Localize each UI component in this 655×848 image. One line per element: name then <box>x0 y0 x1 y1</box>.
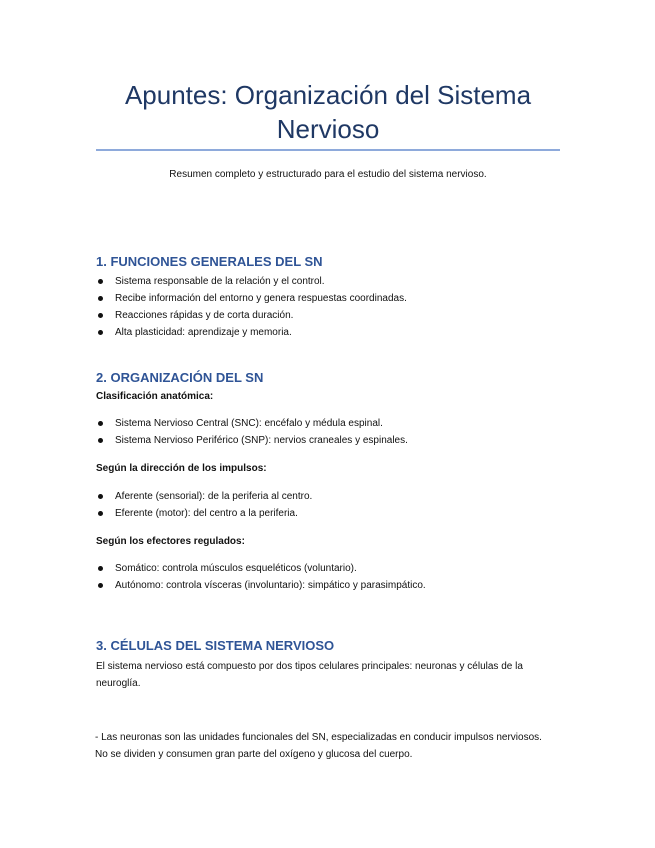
bullet-icon <box>98 279 103 284</box>
bullet-icon <box>98 566 103 571</box>
subheading-direccion-impulsos: Según la dirección de los impulsos: <box>96 463 267 474</box>
anatomical-bullet-list <box>96 415 408 449</box>
subheading-clasificacion-anatomica: Clasificación anatómica: <box>96 391 214 402</box>
impulse-direction-bullet-list <box>96 488 312 522</box>
page-subtitle: Resumen completo y estructurado para el estudio del sistema nervioso. <box>169 169 487 180</box>
list-item: Recibe información del entorno y genera respuestas coordinadas. <box>96 290 407 307</box>
list-item: Alta plasticidad: aprendizaje y memoria. <box>96 324 407 341</box>
paragraph-neurons: - Las neuronas son las unidades funcionales del SN, especializadas en conducir impulsos nerviosos. No se dividen y consumen gran parte del oxígeno y glucosa del cuerpo. <box>95 732 542 760</box>
list-item: Sistema Nervioso Central (SNC): encéfalo y médula espinal. <box>96 415 408 432</box>
bullet-icon <box>98 330 103 335</box>
bullet-icon <box>98 421 103 426</box>
section-heading-celulas: 3. CÉLULAS DEL SISTEMA NERVIOSO <box>96 638 335 653</box>
effectors-bullet-list <box>96 560 426 594</box>
list-item: Reacciones rápidas y de corta duración. <box>96 307 407 324</box>
bullet-icon <box>98 494 103 499</box>
list-item: Somático: controla músculos esqueléticos (voluntario). <box>96 560 426 577</box>
list-item: Sistema responsable de la relación y el control. <box>96 273 407 290</box>
title-underline <box>96 149 560 151</box>
bullet-icon <box>98 438 103 443</box>
list-item: Autónomo: controla vísceras (involuntario): simpático y parasimpático. <box>96 577 426 594</box>
bullet-icon <box>98 583 103 588</box>
bullet-icon <box>98 296 103 301</box>
page-title: Apuntes: Organización del Sistema Nervioso <box>124 80 532 144</box>
list-item: Aferente (sensorial): de la periferia al centro. <box>96 488 312 505</box>
section-1-bullet-list <box>96 273 407 341</box>
subheading-efectores: Según los efectores regulados: <box>96 536 245 547</box>
section-heading-funciones: 1. FUNCIONES GENERALES DEL SN <box>96 254 323 269</box>
paragraph-cell-types: El sistema nervioso está compuesto por dos tipos celulares principales: neuronas y células de la neuroglía. <box>96 661 523 689</box>
bullet-icon <box>98 313 103 318</box>
section-heading-organizacion: 2. ORGANIZACIÓN DEL SN <box>96 370 264 385</box>
list-item: Sistema Nervioso Periférico (SNP): nervios craneales y espinales. <box>96 432 408 449</box>
list-item: Eferente (motor): del centro a la periferia. <box>96 505 312 522</box>
bullet-icon <box>98 511 103 516</box>
